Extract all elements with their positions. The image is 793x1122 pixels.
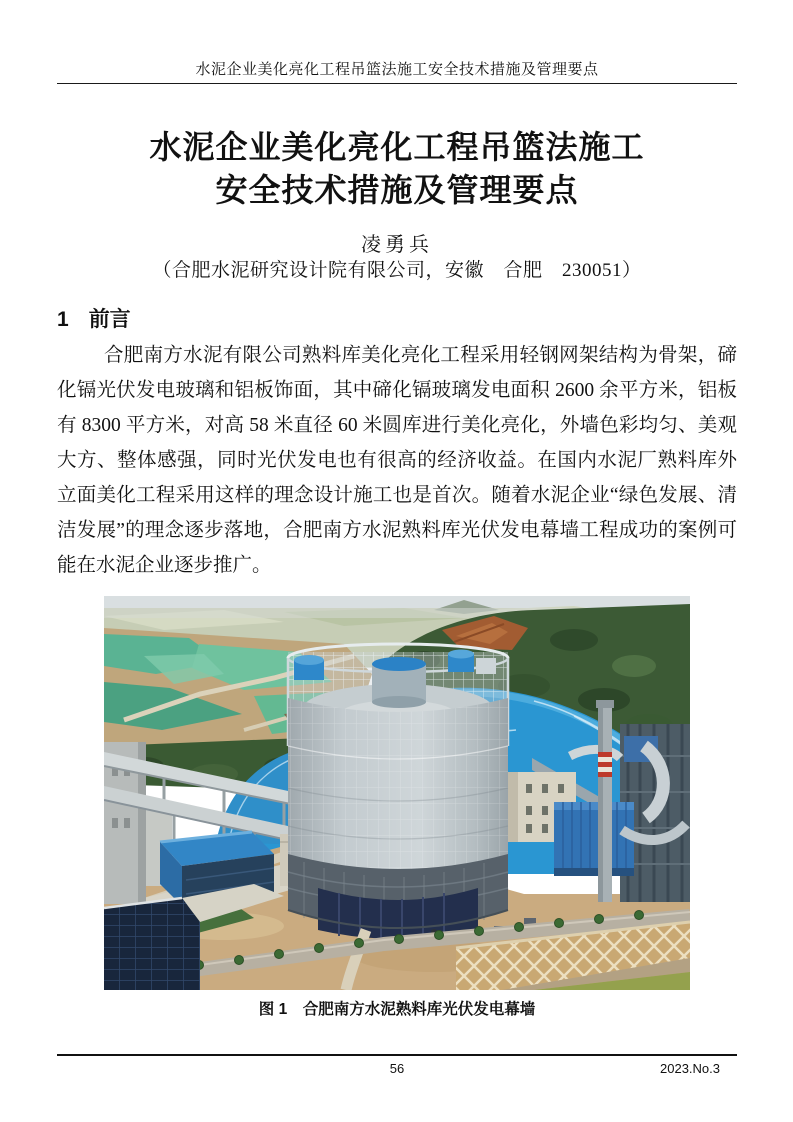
footer-rule [57, 1054, 737, 1056]
figure-photo [104, 596, 690, 990]
section-heading [57, 303, 131, 333]
running-head: 水泥企业美化亮化工程吊篮法施工安全技术措施及管理要点 [195, 62, 599, 78]
page-number: 56 [389, 1061, 405, 1076]
section-number: 1 [57, 308, 69, 331]
aerial-photo-illustration [104, 596, 690, 990]
issue-label: 2023.No.3 [660, 1061, 720, 1076]
body-paragraph: 合肥南方水泥有限公司熟料库美化亮化工程采用轻钢网架结构为骨架，碲化镉光伏发电玻璃和铝板饰面，其中碲化镉玻璃发电面积 2600 余平方米，铝板有 8300 平方米，对高 58 米直径 60 米圆库进行美化亮化，外墙色彩均匀、美观大方、整体感强，同时光伏发电也有很高的经济收益。在国内水泥厂熟料库外立面美化工程采用这样的理念设计施工也是首次。随着水泥企业“绿色发展、清洁发展”的理念逐步落地，合肥南方水泥熟料库光伏发电幕墙工程成功的案例可能在水泥企业逐步推广。 [57, 345, 737, 576]
header-rule [57, 83, 737, 84]
photo-silo [288, 644, 508, 942]
page-title [57, 126, 737, 212]
figure-caption: 图 1 合肥南方水泥熟料库光伏发电幕墙 [258, 1001, 536, 1018]
author-affiliation: （合肥水泥研究设计院有限公司，安徽 合肥 230051） [152, 260, 642, 281]
author-name: 凌勇兵 [361, 234, 433, 256]
title-line-1: 水泥企业美化亮化工程吊篮法施工 [149, 129, 645, 165]
title-line-2: 安全技术措施及管理要点 [215, 172, 579, 208]
section-title: 前言 [88, 308, 131, 331]
